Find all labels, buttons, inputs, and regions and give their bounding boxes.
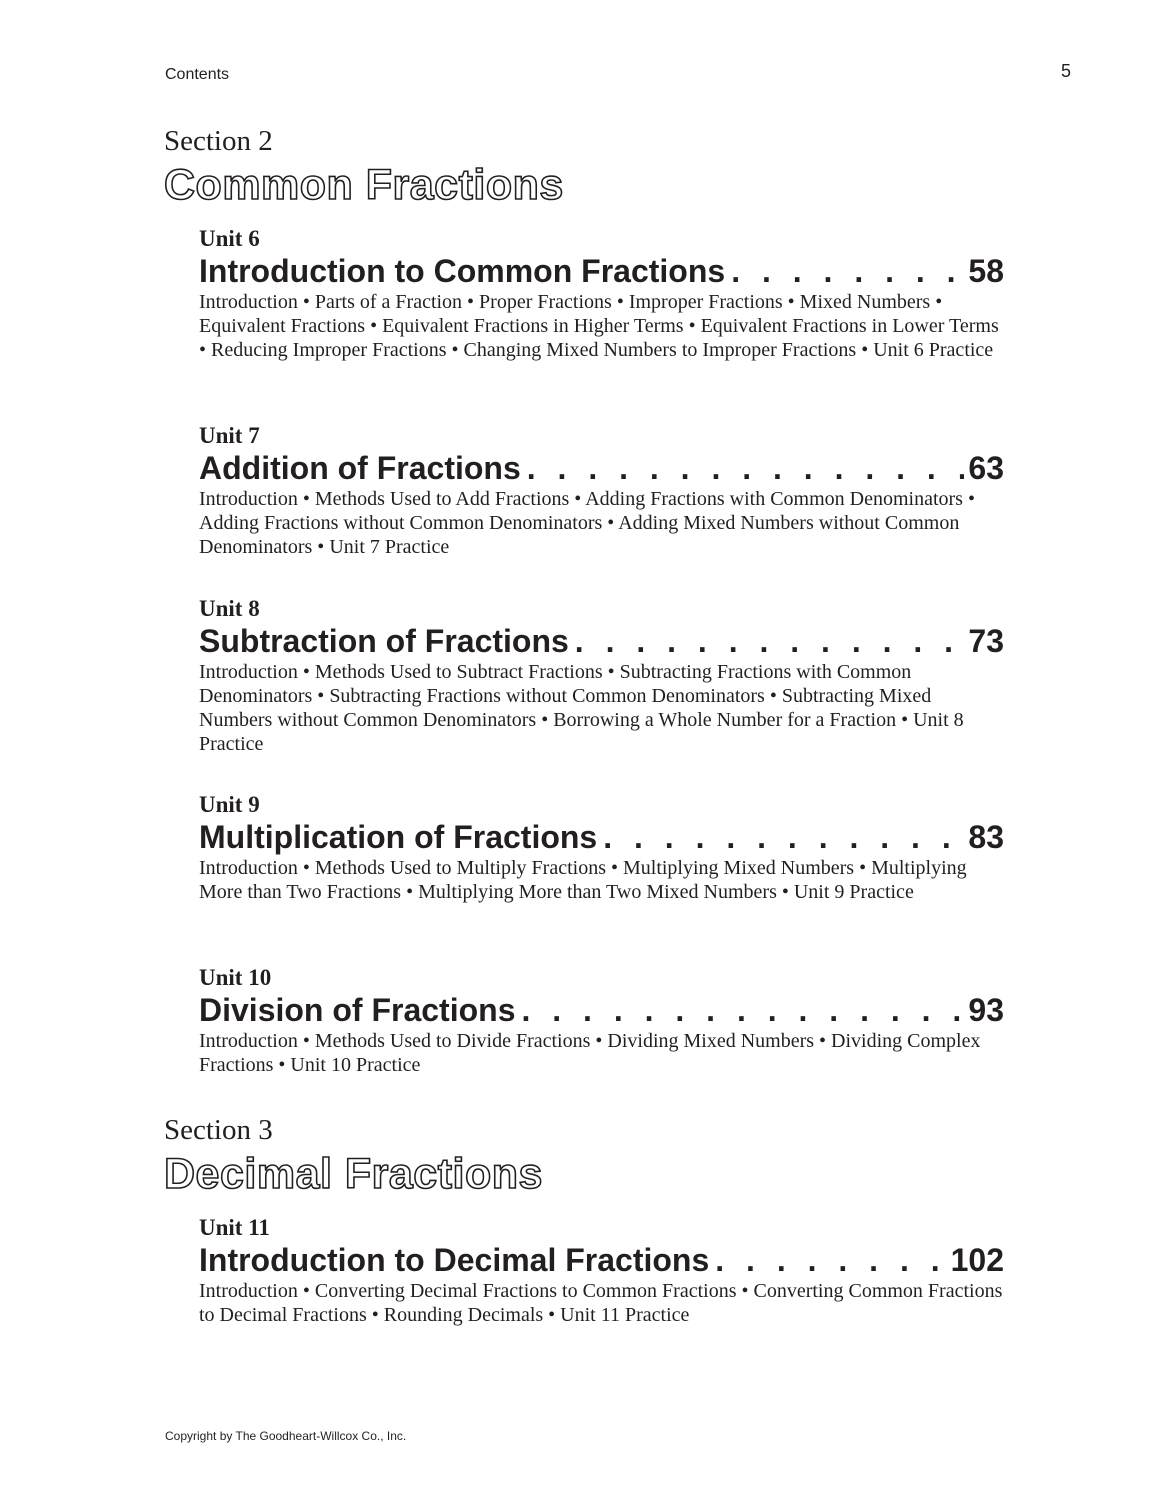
unit-heading[interactable] xyxy=(199,991,1004,1029)
unit-label: Unit 10 xyxy=(199,965,272,990)
unit-title: Introduction to Common Fractions xyxy=(199,253,726,289)
unit-topics: Introduction • Methods Used to Divide Fractions • Dividing Mixed Numbers • Dividing Complex Fractions • Unit 10 Practice xyxy=(199,1030,981,1076)
toc-unit xyxy=(199,792,1004,904)
unit-heading[interactable] xyxy=(199,252,1004,290)
dot-leader xyxy=(575,622,965,660)
toc-unit xyxy=(199,596,1004,756)
section-title: Decimal Fractions xyxy=(164,1150,543,1198)
unit-label: Unit 8 xyxy=(199,596,260,621)
toc-unit xyxy=(199,965,1004,1077)
unit-topics: Introduction • Methods Used to Add Fractions • Adding Fractions with Common Denominators • Adding Fractions without Common Denominators • Adding Mixed Numbers without Common Denominators • Unit 7 Practice xyxy=(199,488,975,558)
unit-title: Subtraction of Fractions xyxy=(199,623,569,659)
unit-label: Unit 7 xyxy=(199,423,260,448)
page-number: 5 xyxy=(1061,61,1072,81)
dot-leader xyxy=(603,818,964,856)
toc-unit xyxy=(199,226,1004,362)
unit-heading[interactable] xyxy=(199,818,1004,856)
unit-page-number: 73 xyxy=(968,623,1004,659)
unit-label: Unit 11 xyxy=(199,1215,270,1240)
unit-topics: Introduction • Converting Decimal Fractions to Common Fractions • Converting Common Fractions to Decimal Fractions • Rounding Decimals • Unit 11 Practice xyxy=(199,1280,1003,1326)
unit-page-number: 102 xyxy=(950,1242,1004,1278)
unit-heading[interactable] xyxy=(199,622,1004,660)
unit-title: Introduction to Decimal Fractions xyxy=(199,1242,710,1278)
section-title: Common Fractions xyxy=(164,161,564,209)
unit-label: Unit 6 xyxy=(199,226,260,251)
dot-leader xyxy=(731,252,964,290)
toc-unit xyxy=(199,423,1004,559)
unit-page-number: 58 xyxy=(968,253,1004,289)
unit-heading[interactable] xyxy=(199,1241,1004,1279)
unit-page-number: 93 xyxy=(968,992,1004,1028)
dot-leader xyxy=(527,449,965,487)
dot-leader xyxy=(521,991,964,1029)
unit-page-number: 83 xyxy=(968,819,1004,855)
section-label: Section 3 xyxy=(164,1114,273,1146)
unit-title: Division of Fractions xyxy=(199,992,516,1028)
unit-page-number: 63 xyxy=(968,450,1004,486)
unit-topics: Introduction • Methods Used to Multiply Fractions • Multiplying Mixed Numbers • Multiplying More than Two Fractions • Multiplying More than Two Mixed Numbers • Unit 9 Practice xyxy=(199,857,967,903)
page-header-label: Contents xyxy=(165,66,230,83)
unit-topics: Introduction • Methods Used to Subtract Fractions • Subtracting Fractions with Common Denominators • Subtracting Fractions without Common Denominators • Subtracting Mixed Numbers without Common Denominators • Borrowing a Whole Number for a Fraction • Unit 8 Practice xyxy=(199,661,964,755)
unit-label: Unit 9 xyxy=(199,792,260,817)
section-label: Section 2 xyxy=(164,125,273,157)
unit-title: Multiplication of Fractions xyxy=(199,819,598,855)
unit-heading[interactable] xyxy=(199,449,1004,487)
unit-title: Addition of Fractions xyxy=(199,450,521,486)
copyright-footer: Copyright by The Goodheart-Willcox Co., Inc. xyxy=(165,1429,407,1443)
unit-topics: Introduction • Parts of a Fraction • Proper Fractions • Improper Fractions • Mixed Numbers • Equivalent Fractions • Equivalent Fractions in Higher Terms • Equivalent Fractions in Lower Terms • Reducing Improper Fractions • Changing Mixed Numbers to Improper Fractions • Unit 6 Practice xyxy=(199,291,999,361)
dot-leader xyxy=(715,1241,946,1279)
toc-unit xyxy=(199,1215,1004,1327)
